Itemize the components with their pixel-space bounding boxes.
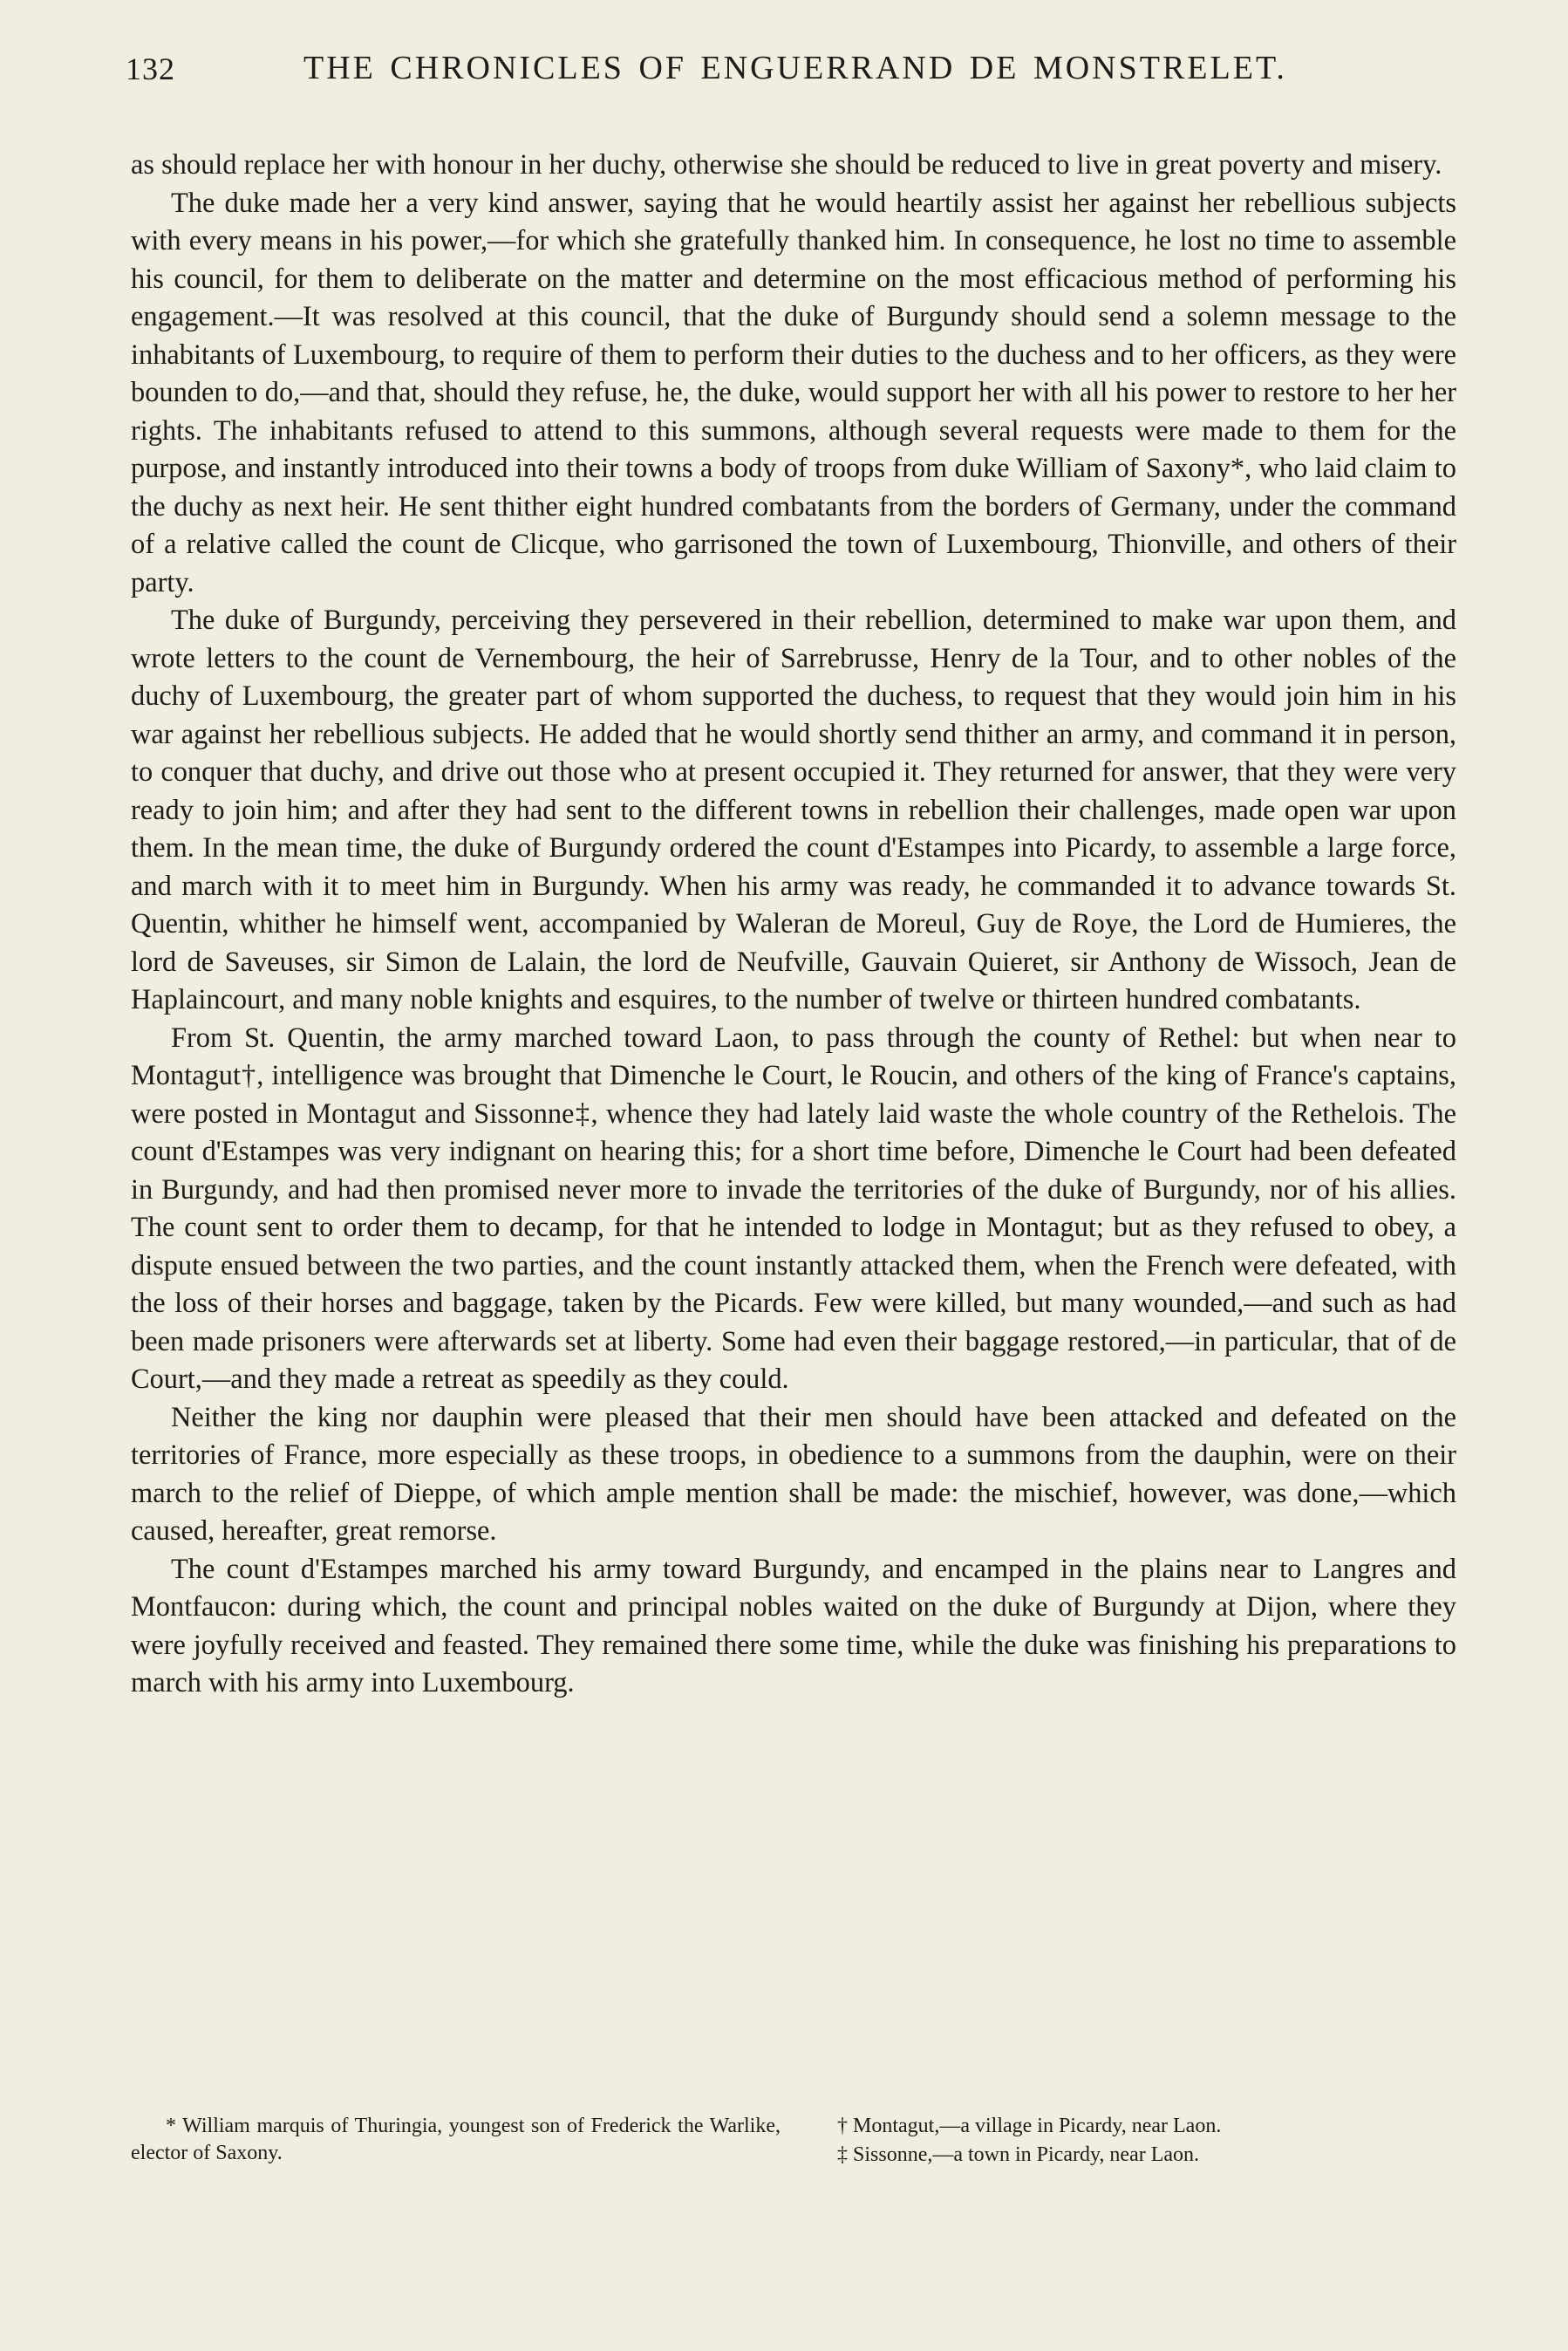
footnotes: [131, 2113, 1456, 2170]
page-number: 132: [126, 51, 175, 86]
paragraph-war-preparations: The duke of Burgundy, perceiving they persevered in their rebellion, determined to make war upon them, and wrote letters to the count de Vernembourg, the heir of Sarrebrusse, Henry de la Tour, and to other nobles of the duchy of Luxembourg, the greater part of whom supported the duchess, to request that they would join him in his war against her rebellious subjects. He added that he would shortly send thither an army, and command it in person, to conquer that duchy, and drive out those who at present occupied it. They returned for answer, that they were very ready to join him; and after they had sent to the different towns in rebellion their challenges, made open war upon them. In the mean time, the duke of Burgundy ordered the count d'Estampes into Picardy, to assemble a large force, and march with it to meet him in Burgundy. When his army was ready, he commanded it to advance towards St. Quentin, whither he himself went, accompanied by Waleran de Moreul, Guy de Roye, the Lord de Humieres, the lord de Saveuses, sir Simon de Lalain, the lord de Neufville, Gauvain Quieret, sir Anthony de Wissoch, Jean de Haplaincourt, and many noble knights and esquires, to the number of twelve or thirteen hundred combatants.: [131, 605, 1456, 1015]
book-page: [126, 45, 1456, 2166]
paragraph-duke-answer: The duke made her a very kind answer, saying that he would heartily assist her against her rebellious subjects with every means in his power,—for which she gratefully thanked him. In consequence, he lost no time to assemble his council, for them to deliberate on the matter and determine on the most efficacious method of performing his engagement.—It was resolved at this council, that the duke of Burgundy should send a solemn message to the inhabitants of Luxembourg, to require of them to perform their duties to the duchess and to her officers, as they were bounden to do,—and that, should they refuse, he, the duke, would support her with all his power to restore to her her rights. The inhabitants refused to attend to this summons, although several requests were made to them for the purpose, and instantly introduced into their towns a body of troops from duke William of Saxony*, who laid claim to the duchy as next heir. He sent thither eight hundred combatants from the borders of Germany, under the command of a relative called the count de Clicque, who garrisoned the town of Luxembourg, Thionville, and others of their party.: [131, 187, 1456, 598]
footnote-column-left: [131, 2113, 781, 2170]
running-head: [126, 45, 1456, 106]
footnote-sissonne: ‡ Sissonne,—a town in Picardy, near Laon.: [837, 2143, 1200, 2166]
paragraph-montagut-battle: From St. Quentin, the army marched toward Laon, to pass through the county of Rethel: but when near to Montagut†, intelligence was brought that Dimenche le Court, le Roucin, and others of the king of France's captains, were posted in Montagut and Sissonne‡, whence they had lately laid waste the whole country of the Rethelois. The count d'Estampes was very indignant on hearing this; for a short time before, Dimenche le Court had been defeated in Burgundy, and had then promised never more to invade the territories of the duke of Burgundy, nor of his allies. The count sent to order them to decamp, for that he intended to lodge in Montagut; but as they refused to obey, a dispute ensued between the two parties, and the count instantly attacked them, when the French were defeated, with the loss of their horses and baggage, taken by the Picards. Few were killed, but many wounded,—and such as had been made prisoners were afterwards set at liberty. Some had even their baggage restored,—in particular, that of de Court,—and they made a retreat as speedily as they could.: [131, 1022, 1456, 1395]
footnote-montagut: † Montagut,—a village in Picardy, near Laon.: [837, 2115, 1222, 2137]
paragraph-continued: as should replace her with honour in her duchy, otherwise she should be reduced to live in great poverty and misery.: [131, 149, 1442, 181]
paragraph-king-displeasure: Neither the king nor dauphin were pleased that their men should have been attacked and defeated on the territories of France, more especially as these troops, in obedience to a summons from the dauphin, were on their march to the relief of Dieppe, of which ample mention shall be made: the mischief, however, was done,—which caused, hereafter, great remorse.: [131, 1401, 1456, 1547]
running-title: THE CHRONICLES OF ENGUERRAND DE MONSTRELET.: [303, 50, 1287, 86]
body-text: [131, 147, 1456, 1703]
footnote-column-right: [837, 2113, 1456, 2170]
paragraph-march-to-burgundy: The count d'Estampes marched his army toward Burgundy, and encamped in the plains near to Langres and Montfaucon: during which, the count and principal nobles waited on the duke of Burgundy at Dijon, where they were joyfully received and feasted. They remained there some time, while the duke was finishing his preparations to march with his army into Luxembourg.: [131, 1553, 1456, 1698]
footnote-saxony: * William marquis of Thuringia, youngest son of Frederick the Warlike, elector of Saxony.: [131, 2115, 781, 2164]
